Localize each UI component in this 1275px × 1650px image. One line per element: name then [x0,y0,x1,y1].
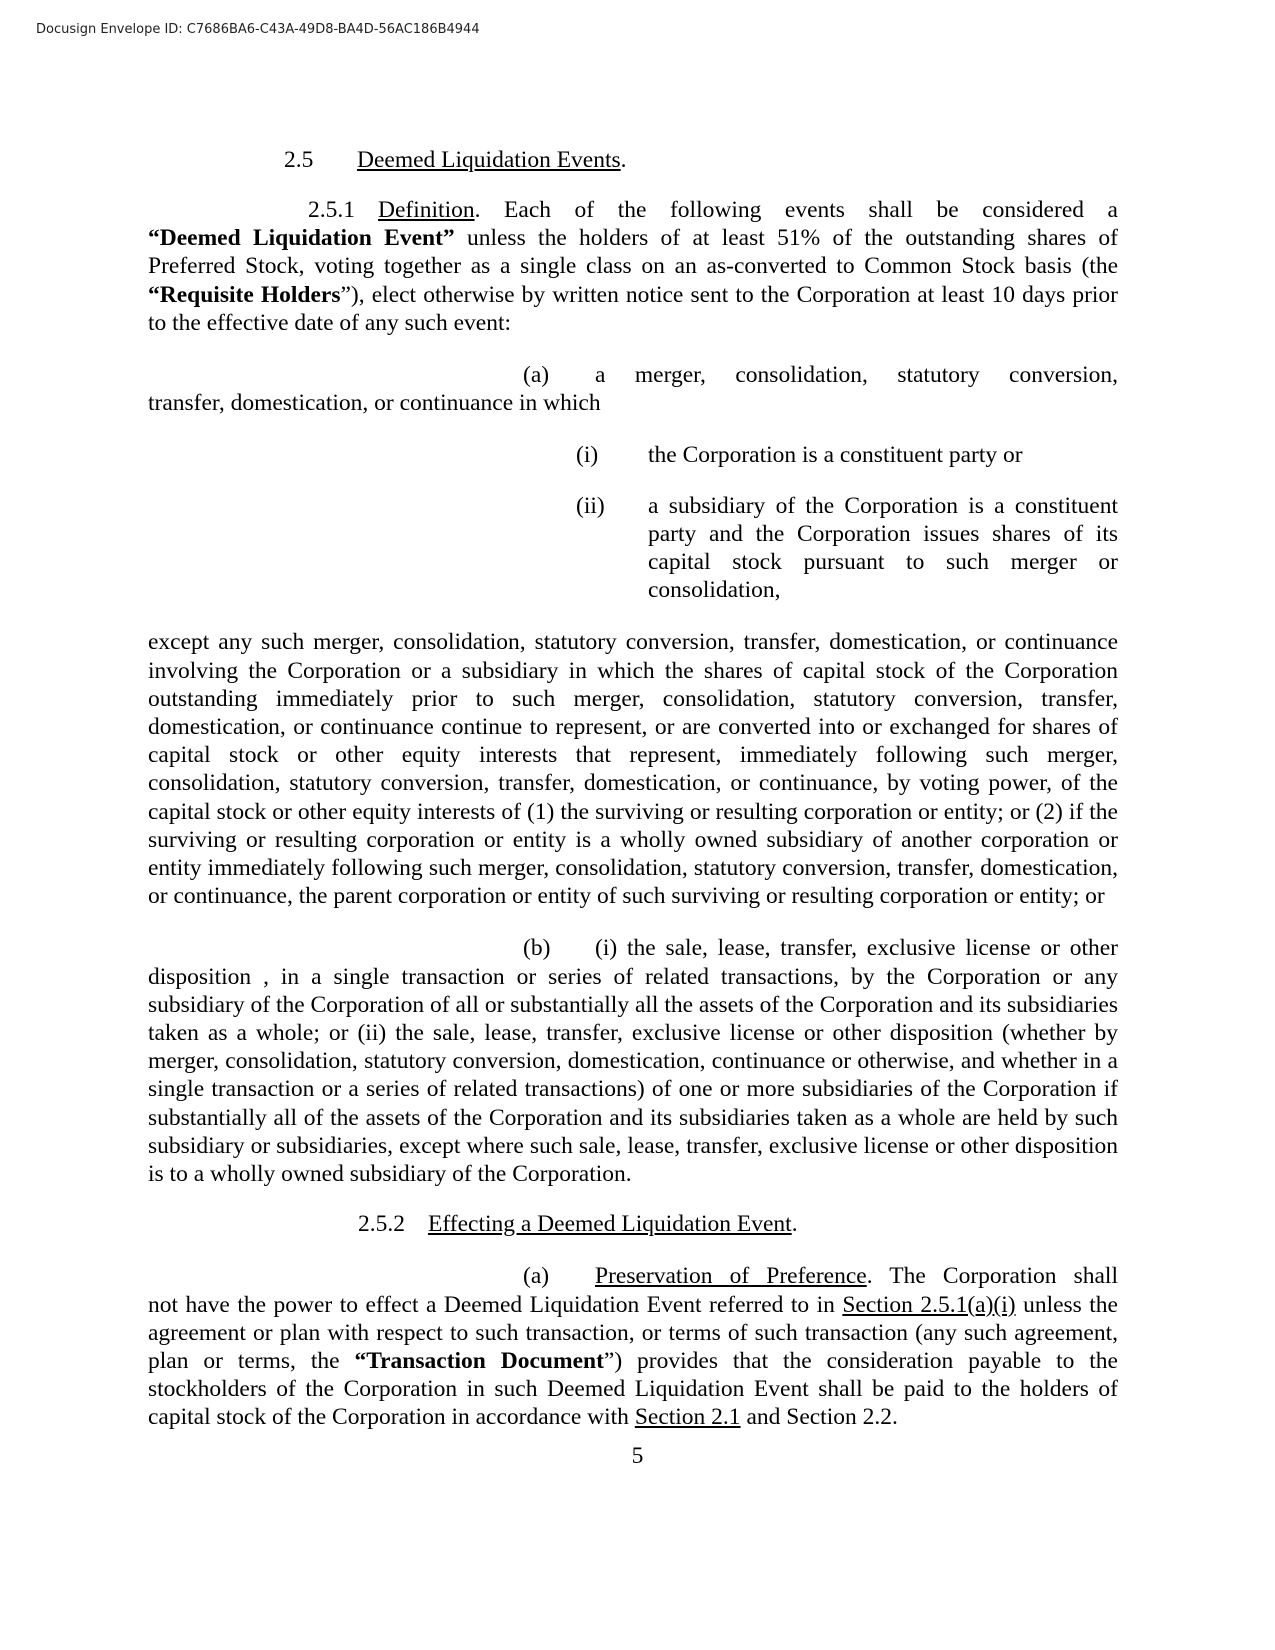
list-item-label: (ii) [576,492,605,519]
preservation-text-4: ”) provides that the consideration payable to the stockholders of the Corporation in such Deemed Liquidation Event shall be paid to the holders of capital stock of the Corporation in accordance with [148,1347,1118,1431]
section-title-wrap [357,146,627,174]
subsection-number: 2.5.2 [358,1211,405,1238]
paragraph-2-5-2-a-line1 [148,1262,1118,1290]
envelope-id: Docusign Envelope ID: C7686BA6-C43A-49D8-BA4D-56AC186B4944 [36,22,480,37]
section-title: Deemed Liquidation Events [357,147,621,173]
list-item-label: (i) [576,442,599,469]
definition-text-1: . Each of the following events shall be considered a [474,197,1118,223]
definition-text-2: unless the holders of at least 51% of the outstanding shares of Preferred Stock, voting together as a single class on an as-converted to Common Stock basis (the [148,225,1118,280]
page-number: 5 [631,1443,644,1469]
preservation-text-1: . The Corporation shall [866,1263,1118,1290]
paragraph-2-5-1 [148,196,1118,337]
clause-b-line1 [148,934,1118,962]
clause-b [148,934,1118,1188]
list-item-text: a subsidiary of the Corporation is a constituent party and the Corporation issues shares of its capital stock pursuant to such merger or consolidation, [648,492,1118,604]
subsection-title-wrap [428,1210,798,1238]
clause-a-label: (a) [523,362,550,389]
list-item [576,441,1118,469]
clause-b-text-1: (i) the sale, lease, transfer, exclusive license or other [595,935,1118,962]
term-transaction-document: “Transaction Document [354,1347,604,1374]
section-title-period: . [620,147,627,173]
preservation-text-2: not have the power to effect a Deemed Liquidation Event referred to in [148,1291,843,1318]
subsection-number: 2.5.1 [308,197,355,223]
definition-text-3: ”), elect otherwise by written notice sent to the Corporation at least 10 days prior to the effective date of any such event: [148,281,1118,336]
clause-b-text-2: disposition , in a single transaction or series of related transactions, by the Corporation or any subsidiary of the Corporation of all or substantially all the assets of the Corporation and its subsidiaries taken as a whole; or (ii) the sale, lease, transfer, exclusive license or other disposition (whether by merger, consolidation, statutory conversion, domestication, continuance or otherwise, and whether in a single transaction or a series of related transactions) of one or more subsidiaries of the Corporation if substantially all of the assets of the Corporation and its subsidiaries taken as a whole are held by such subsidiary or subsidiaries, except where such sale, lease, transfer, exclusive license or other disposition is to a wholly owned subsidiary of the Corporation. [148,963,1118,1188]
section-heading-2-5 [148,146,1118,174]
clause-a-line2: transfer, domestication, or continuance in which [148,390,601,417]
list-item-text: the Corporation is a constituent party or [648,442,1023,469]
clause-label: (a) [523,1263,550,1290]
subsection-title: Effecting a Deemed Liquidation Event [428,1211,792,1238]
clause-a-text-1: a merger, consolidation, statutory conversion, [595,362,1118,389]
section-reference-link[interactable]: Section 2.5.1(a)(i) [842,1291,1016,1318]
clause-a [148,361,1118,417]
preservation-text-5: and Section 2.2. [740,1404,898,1431]
definition-heading: Definition [378,197,475,223]
term-deemed-liquidation-event: “Deemed Liquidation Event” [148,225,455,252]
list-item [576,492,1118,605]
term-requisite-holders: “Requisite Holders [148,281,341,308]
section-heading-2-5-2 [148,1210,1118,1238]
section-reference-link[interactable]: Section 2.1 [634,1404,741,1431]
preservation-text-3: unless the agreement or plan with respect to such transaction, or terms of such transaction (any such agreement, plan or terms, the [148,1291,1118,1374]
preservation-heading: Preservation of Preference [595,1263,867,1290]
clause-a-line1 [148,361,1118,389]
paragraph-2-5-2-a [148,1262,1118,1431]
clause-b-label: (b) [523,935,551,962]
except-paragraph: except any such merger, consolidation, statutory conversion, transfer, domestication, or continuance involving the Corporation or a subsidiary in which the shares of capital stock of the Corporation outstanding immediately prior to such merger, consolidation, statutory conversion, transfer, domestication, or continuance continue to represent, or are converted into or exchanged for shares of capital stock or other equity interests that represent, immediately following such merger, consolidation, statutory conversion, transfer, domestication, or continuance, by voting power, of the capital stock or other equity interests of (1) the surviving or resulting corporation or entity; or (2) if the surviving or resulting corporation or entity is a wholly owned subsidiary of another corporation or entity immediately following such merger, consolidation, statutory conversion, transfer, domestication, or continuance, the parent corporation or entity of such surviving or resulting corporation or entity; or [148,629,1118,910]
paragraph-2-5-1-line1 [148,196,1118,224]
clause-a-sublist [576,441,1118,604]
document-body [148,146,1118,1432]
section-number: 2.5 [284,147,314,173]
subsection-title-period: . [791,1211,798,1238]
